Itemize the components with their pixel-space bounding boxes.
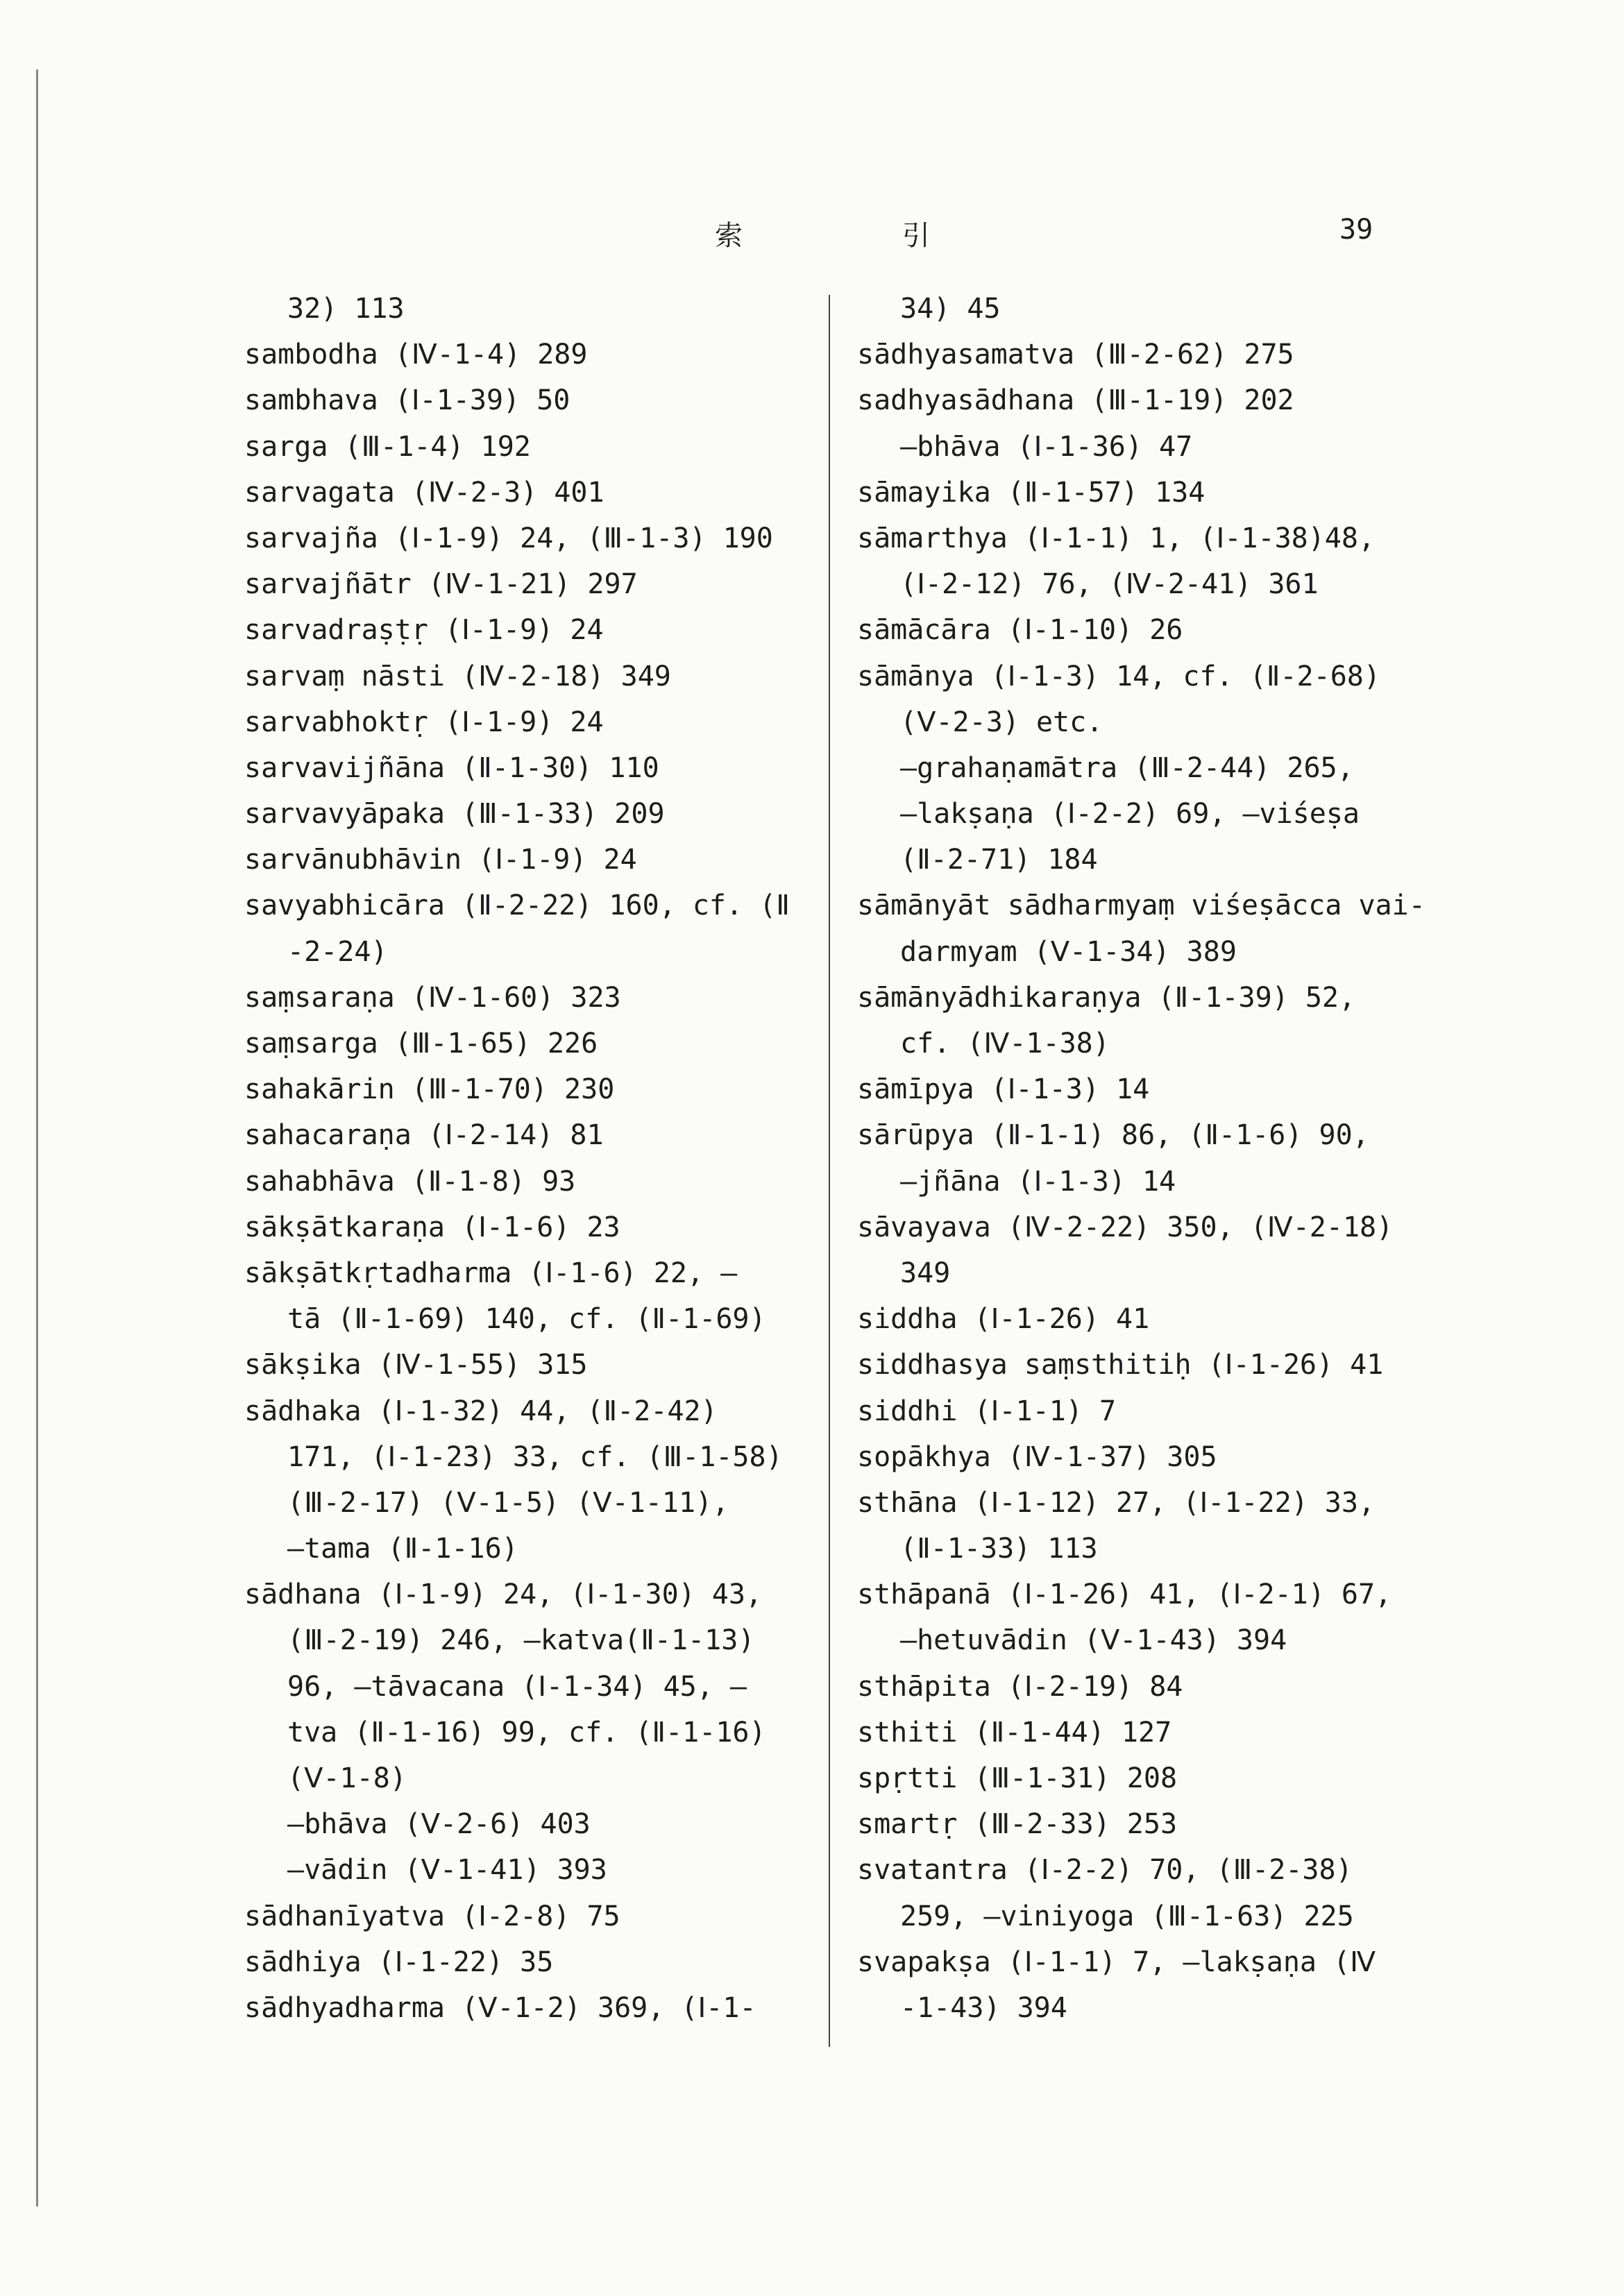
index-entry: sarvabhoktṛ (Ⅰ-1-9) 24 <box>244 706 604 738</box>
index-entry: sopākhya (Ⅳ-1-37) 305 <box>857 1440 1217 1473</box>
index-entry: sāmānyādhikaraṇya (Ⅱ-1-39) 52, <box>857 981 1356 1014</box>
index-entry: sthāna (Ⅰ-1-12) 27, (Ⅰ-1-22) 33, <box>857 1486 1376 1519</box>
header-title-right: 引 <box>902 220 930 252</box>
index-entry: sāvayava (Ⅳ-2-22) 350, (Ⅳ-2-18) <box>857 1211 1394 1243</box>
index-entry-continuation: 259, —viniyoga (Ⅲ-1-63) 225 <box>900 1900 1354 1932</box>
index-entry: sthāpita (Ⅰ-2-19) 84 <box>857 1670 1183 1703</box>
index-entry-continuation: —tama (Ⅱ-1-16) <box>287 1533 518 1565</box>
index-entry-continuation: darmyam (Ⅴ-1-34) 389 <box>900 935 1237 968</box>
index-entry-continuation: 32) 113 <box>287 293 405 325</box>
index-entry: sahacaraṇa (Ⅰ-2-14) 81 <box>244 1119 604 1152</box>
index-entry-continuation: —grahaṇamātra (Ⅲ-2-44) 265, <box>900 751 1354 784</box>
index-entry-continuation: tā (Ⅱ-1-69) 140, cf. (Ⅱ-1-69) <box>287 1303 766 1336</box>
index-entry: sarvānubhāvin (Ⅰ-1-9) 24 <box>244 844 637 876</box>
index-entry: siddhi (Ⅰ-1-1) 7 <box>857 1395 1117 1427</box>
index-entry-continuation: 96, —tāvacana (Ⅰ-1-34) 45, — <box>287 1670 747 1703</box>
index-entry: sadhyasādhana (Ⅲ-1-19) 202 <box>857 384 1294 417</box>
index-entry: sahakārin (Ⅲ-1-70) 230 <box>244 1073 615 1106</box>
index-entry: sāmayika (Ⅱ-1-57) 134 <box>857 476 1206 509</box>
index-entry: sādhaka (Ⅰ-1-32) 44, (Ⅱ-2-42) <box>244 1395 718 1427</box>
index-entry: sākṣātkṛtadharma (Ⅰ-1-6) 22, — <box>244 1257 738 1289</box>
index-entry-continuation: 171, (Ⅰ-1-23) 33, cf. (Ⅲ-1-58) <box>287 1440 783 1473</box>
index-entry: svatantra (Ⅰ-2-2) 70, (Ⅲ-2-38) <box>857 1854 1353 1887</box>
index-entry-continuation: —bhāva (Ⅰ-1-36) 47 <box>900 430 1193 463</box>
index-entry-continuation: —jñāna (Ⅰ-1-3) 14 <box>900 1165 1176 1198</box>
index-entry: sārūpya (Ⅱ-1-1) 86, (Ⅱ-1-6) 90, <box>857 1119 1369 1152</box>
index-entry: sarvajñātr (Ⅳ-1-21) 297 <box>244 568 638 601</box>
index-entry: sarvaṃ nāsti (Ⅳ-2-18) 349 <box>244 660 671 692</box>
index-entry: sarga (Ⅲ-1-4) 192 <box>244 430 531 463</box>
index-entry: sarvajña (Ⅰ-1-9) 24, (Ⅲ-1-3) 190 <box>244 522 773 554</box>
index-entry: sambodha (Ⅳ-1-4) 289 <box>244 339 588 371</box>
index-entry-continuation: 349 <box>900 1257 951 1289</box>
index-entry: sādhanīyatva (Ⅰ-2-8) 75 <box>244 1900 620 1932</box>
index-entry-continuation: -1-43) 394 <box>900 1991 1067 2024</box>
index-column-left <box>244 286 820 2031</box>
index-entry: sākṣika (Ⅳ-1-55) 315 <box>244 1349 588 1381</box>
index-entry: sambhava (Ⅰ-1-39) 50 <box>244 384 570 417</box>
index-entry: saṃsarga (Ⅲ-1-65) 226 <box>244 1028 598 1060</box>
index-entry: savyabhicāra (Ⅱ-2-22) 160, cf. (Ⅱ <box>244 890 790 922</box>
index-entry: svapakṣa (Ⅰ-1-1) 7, —lakṣaṇa (Ⅳ <box>857 1946 1376 1978</box>
index-entry-continuation: (Ⅰ-2-12) 76, (Ⅳ-2-41) 361 <box>900 568 1319 601</box>
index-entry: sarvadraṣṭṛ (Ⅰ-1-9) 24 <box>244 614 604 647</box>
index-entry: sthiti (Ⅱ-1-44) 127 <box>857 1716 1172 1749</box>
index-entry-continuation: -2-24) <box>287 935 388 968</box>
index-entry-continuation: (Ⅴ-1-8) <box>287 1762 407 1794</box>
index-entry: sādhyadharma (Ⅴ-1-2) 369, (Ⅰ-1- <box>244 1991 756 2024</box>
page-edge-line <box>36 69 38 2206</box>
index-entry: siddhasya saṃsthitiḥ (Ⅰ-1-26) 41 <box>857 1349 1384 1381</box>
index-entry: sāmānyāt sādharmyaṃ viśeṣācca vai- <box>857 890 1426 922</box>
index-entry-continuation: (Ⅲ-2-17) (Ⅴ-1-5) (Ⅴ-1-11), <box>287 1486 729 1519</box>
index-entry: smartṛ (Ⅲ-2-33) 253 <box>857 1808 1178 1841</box>
index-entry-continuation: tva (Ⅱ-1-16) 99, cf. (Ⅱ-1-16) <box>287 1716 766 1749</box>
index-entry: sarvavijñāna (Ⅱ-1-30) 110 <box>244 751 659 784</box>
index-entry-continuation: cf. (Ⅳ-1-38) <box>900 1028 1110 1060</box>
column-divider <box>829 295 830 2047</box>
index-entry: sādhana (Ⅰ-1-9) 24, (Ⅰ-1-30) 43, <box>244 1579 763 1611</box>
index-entry: sthāpanā (Ⅰ-1-26) 41, (Ⅰ-2-1) 67, <box>857 1579 1392 1611</box>
index-entry: sāmarthya (Ⅰ-1-1) 1, (Ⅰ-1-38)48, <box>857 522 1376 554</box>
index-entry-continuation: 34) 45 <box>900 293 1001 325</box>
index-entry-continuation: —hetuvādin (Ⅴ-1-43) 394 <box>900 1624 1287 1657</box>
index-entry: spṛtti (Ⅲ-1-31) 208 <box>857 1762 1178 1794</box>
index-entry: sākṣātkaraṇa (Ⅰ-1-6) 23 <box>244 1211 620 1243</box>
index-entry: sarvagata (Ⅳ-2-3) 401 <box>244 476 604 509</box>
index-column-right <box>857 286 1447 2031</box>
index-entry: saṃsaraṇa (Ⅳ-1-60) 323 <box>244 981 621 1014</box>
index-entry: sahabhāva (Ⅱ-1-8) 93 <box>244 1165 576 1198</box>
index-entry: sarvavyāpaka (Ⅲ-1-33) 209 <box>244 798 665 831</box>
index-entry-continuation: (Ⅲ-2-19) 246, —katva(Ⅱ-1-13) <box>287 1624 755 1657</box>
index-entry: sādhyasamatva (Ⅲ-2-62) 275 <box>857 339 1294 371</box>
index-entry-continuation: —vādin (Ⅴ-1-41) 393 <box>287 1854 607 1887</box>
index-entry: sāmācāra (Ⅰ-1-10) 26 <box>857 614 1183 647</box>
index-entry: sādhiya (Ⅰ-1-22) 35 <box>244 1946 554 1978</box>
index-entry-continuation: (Ⅱ-1-33) 113 <box>900 1533 1098 1565</box>
index-entry-continuation: —bhāva (Ⅴ-2-6) 403 <box>287 1808 591 1841</box>
index-entry-continuation: —lakṣaṇa (Ⅰ-2-2) 69, —viśeṣa <box>900 798 1360 831</box>
index-entry-continuation: (Ⅱ-2-71) 184 <box>900 844 1098 876</box>
index-entry: siddha (Ⅰ-1-26) 41 <box>857 1303 1150 1336</box>
header-title-left: 索 <box>715 220 743 252</box>
index-entry: sāmānya (Ⅰ-1-3) 14, cf. (Ⅱ-2-68) <box>857 660 1380 692</box>
page-number: 39 <box>1339 214 1373 246</box>
index-entry: sāmīpya (Ⅰ-1-3) 14 <box>857 1073 1150 1106</box>
index-entry-continuation: (Ⅴ-2-3) etc. <box>900 706 1103 738</box>
